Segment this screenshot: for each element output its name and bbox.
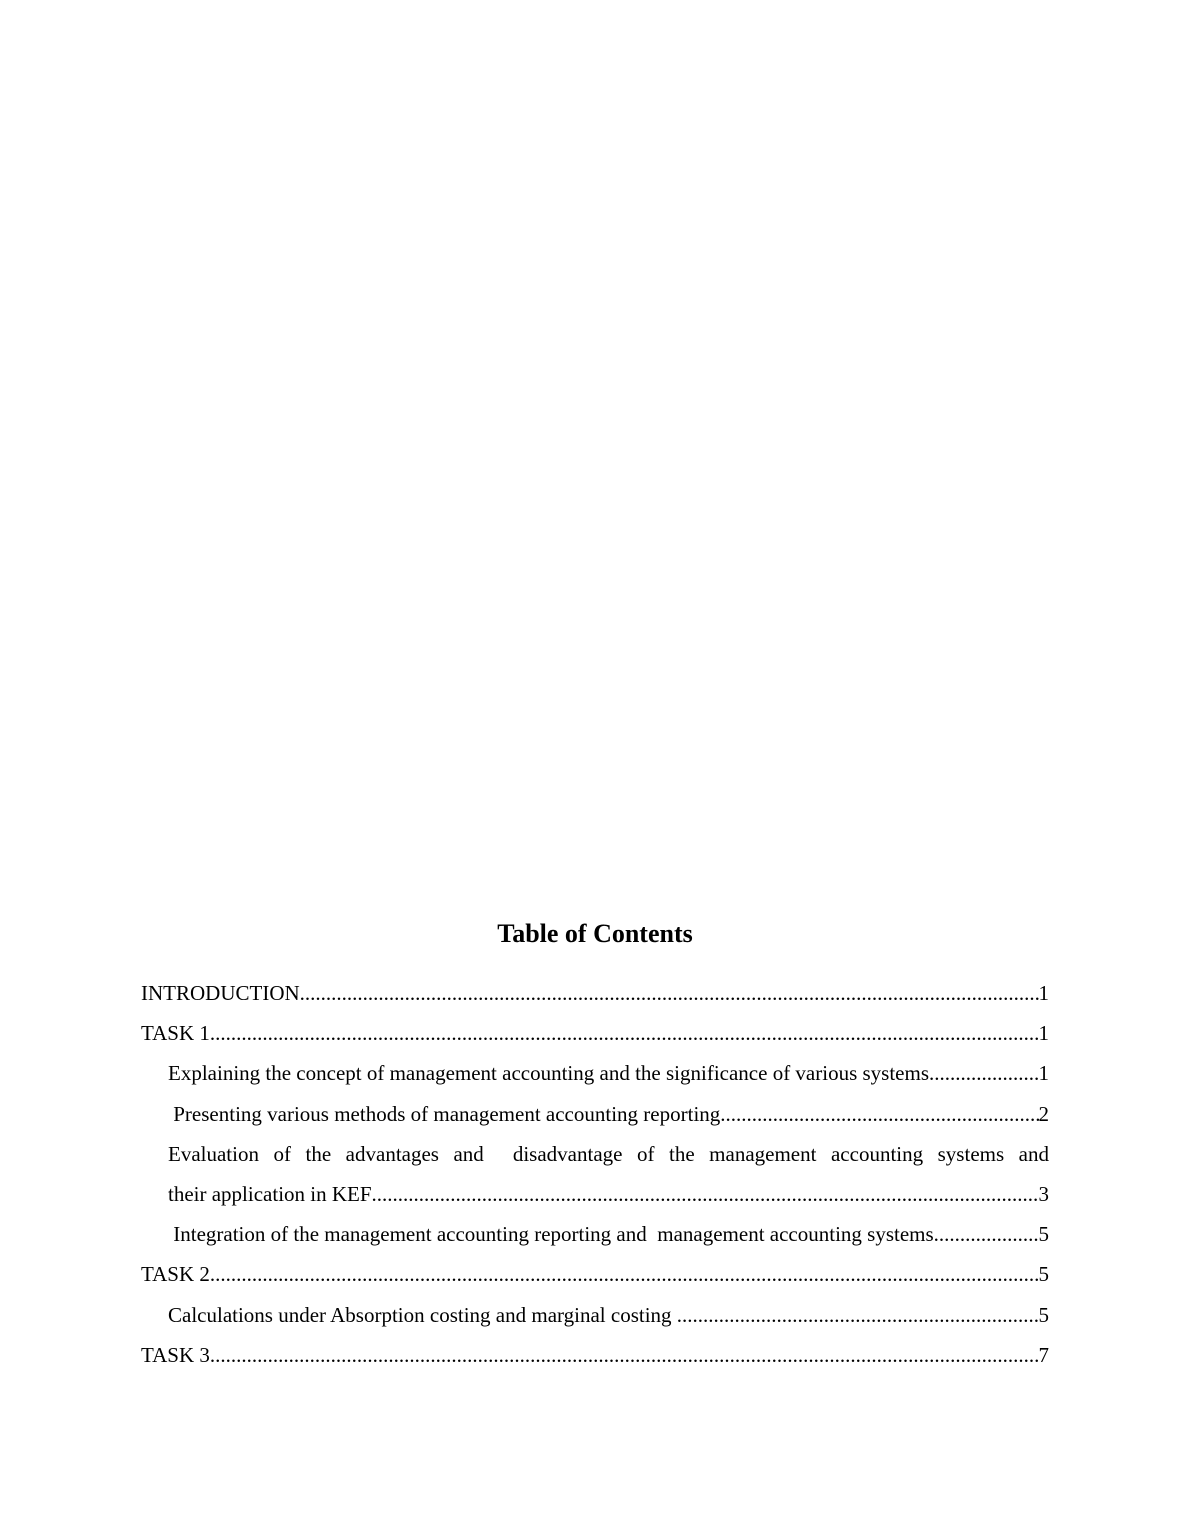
table-of-contents: [141, 973, 1049, 1375]
toc-entry-text: Presenting various methods of management accounting reporting: [168, 1101, 721, 1126]
toc-dot-leader: [677, 1295, 1039, 1335]
toc-dot-leader: [929, 1053, 1038, 1093]
toc-page-number: 7: [1038, 1342, 1049, 1367]
toc-entry-integration-reporting-systems[interactable]: [141, 1214, 1049, 1254]
toc-entry-text: Integration of the management accounting reporting and management accounting systems: [168, 1222, 934, 1247]
toc-dot-leader: [934, 1214, 1039, 1254]
toc-entry-text-line-2: their application in KEF: [168, 1181, 372, 1206]
toc-entry-task-3[interactable]: [141, 1335, 1049, 1375]
toc-dot-leader: [210, 1254, 1039, 1294]
toc-entry-evaluation-advantages[interactable]: [141, 1134, 1049, 1214]
toc-entry-text: Calculations under Absorption costing and marginal costing: [168, 1302, 677, 1327]
toc-page-number: 3: [1038, 1181, 1049, 1206]
toc-entry-absorption-marginal-costing[interactable]: [141, 1295, 1049, 1335]
toc-entry-line-2: [168, 1174, 1049, 1214]
toc-page-number: 5: [1038, 1302, 1049, 1327]
toc-entry-task-1[interactable]: [141, 1013, 1049, 1053]
toc-entry-text: Explaining the concept of management accounting and the significance of various systems: [168, 1061, 930, 1086]
toc-entry-reporting-methods[interactable]: [141, 1094, 1049, 1134]
toc-entry-text: INTRODUCTION: [141, 981, 300, 1005]
toc-title: Table of Contents: [497, 919, 693, 948]
toc-dot-leader: [210, 1335, 1039, 1375]
toc-entry-text: TASK 3: [141, 1342, 210, 1367]
toc-entry-management-accounting-concept[interactable]: [141, 1053, 1049, 1093]
toc-dot-leader: [720, 1094, 1038, 1134]
toc-page-number: 2: [1038, 1101, 1049, 1126]
toc-entry-text: TASK 1: [141, 1021, 210, 1046]
toc-page-number: 1: [1038, 1021, 1049, 1046]
toc-dot-leader: [372, 1174, 1039, 1214]
toc-page-number: 1: [1038, 1061, 1049, 1086]
toc-page-number: 5: [1038, 1222, 1049, 1247]
toc-entry-task-2[interactable]: [141, 1254, 1049, 1294]
toc-page-number: 5: [1038, 1262, 1049, 1287]
toc-dot-leader: [210, 1013, 1039, 1053]
toc-entry-introduction[interactable]: [141, 973, 1049, 1013]
toc-entry-text-line-1: Evaluation of the advantages and disadvantage of the management accounting systems and: [168, 1141, 1049, 1166]
toc-page-number: 1: [1038, 981, 1049, 1005]
toc-dot-leader: [300, 973, 1039, 1013]
toc-entry-text: TASK 2: [141, 1262, 210, 1287]
